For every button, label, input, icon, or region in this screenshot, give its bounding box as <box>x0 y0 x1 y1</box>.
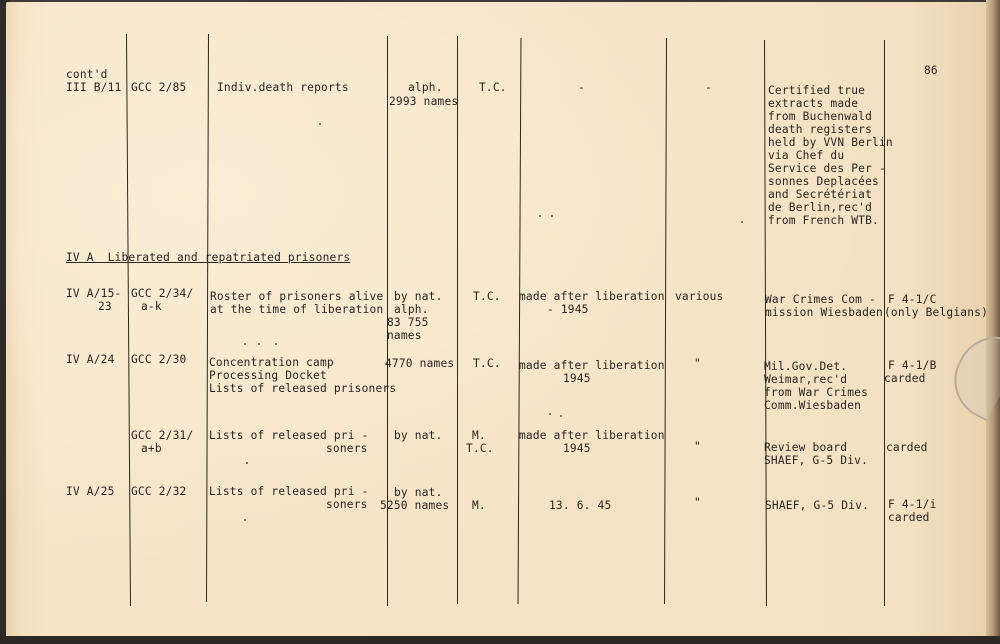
row-date: 1945 <box>563 442 591 455</box>
row-ref: 23 <box>98 300 112 313</box>
ink-speck <box>560 415 562 417</box>
row-arrangement: 2993 names <box>389 95 459 108</box>
column-rule <box>457 36 458 604</box>
row-date: 1945 <box>563 372 591 385</box>
row-source: and Secrétériat <box>768 188 873 201</box>
row-description: Lists of released pri - <box>209 485 369 498</box>
row-ref: IV A/15- <box>66 287 122 300</box>
row-frequency: " <box>694 496 701 509</box>
row-source: Service des Per - <box>768 162 886 175</box>
ink-speck <box>319 123 321 125</box>
row-source: via Chef du <box>768 149 845 162</box>
row-frequency: - <box>705 81 712 94</box>
row-gcc: GCC 2/31/ <box>131 429 194 442</box>
row-type: T.C. <box>479 81 507 94</box>
row-description: soners <box>326 442 368 455</box>
row-source: held by VVN Berlin <box>768 136 893 149</box>
row-frequency: " <box>694 440 701 453</box>
row-gcc: GCC 2/32 <box>131 485 187 498</box>
ink-speck <box>246 462 248 464</box>
ink-speck <box>258 343 260 345</box>
row-gcc: a+b <box>141 442 162 455</box>
row-ref: III B/11 <box>66 81 122 94</box>
row-remark: carded <box>884 372 926 385</box>
row-source: from French WTB. <box>768 214 879 227</box>
row-frequency: various <box>675 290 724 303</box>
row-date: - 1945 <box>547 303 589 316</box>
column-rule <box>884 40 885 606</box>
row-arrangement: by nat. <box>394 486 443 499</box>
row-remark: F 4-1/C <box>888 293 937 306</box>
row-source: Comm.Wiesbaden <box>764 399 862 412</box>
row-remark: (only Belgians) <box>884 306 989 319</box>
row-source: Weimar,rec'd <box>764 373 848 386</box>
row-description: Lists of released prisoners <box>209 382 397 395</box>
row-arrangement: by nat. <box>394 290 443 303</box>
row-gcc: GCC 2/85 <box>131 81 187 94</box>
row-source: War Crimes Com - <box>765 293 876 306</box>
row-type: T.C. <box>473 357 501 370</box>
row-date: made after liberation <box>519 359 665 372</box>
ink-speck <box>741 221 743 223</box>
row-arrangement: names <box>387 329 422 342</box>
row-source: death registers <box>768 123 873 136</box>
row-type: M. <box>472 499 486 512</box>
ink-speck <box>549 413 551 415</box>
row-source: SHAEF, G-5 Div. <box>765 499 870 512</box>
row-source: mission Wiesbaden <box>765 306 883 319</box>
row-source: from War Crimes <box>764 386 869 399</box>
row-ref: IV A/25 <box>66 485 115 498</box>
row-date: - <box>578 81 585 94</box>
ink-speck <box>244 519 246 521</box>
contd-label: cont'd <box>66 68 108 81</box>
row-source: sonnes Deplacées <box>768 175 879 188</box>
ink-speck <box>551 215 553 217</box>
row-description: Indiv.death reports <box>217 81 349 94</box>
row-description: soners <box>326 498 368 511</box>
row-arrangement: 5250 names <box>380 499 450 512</box>
row-remark: carded <box>888 511 930 524</box>
row-date: made after liberation <box>519 429 665 442</box>
row-remark: carded <box>886 441 928 454</box>
row-source: SHAEF, G-5 Div. <box>764 454 869 467</box>
ink-speck <box>244 343 246 345</box>
row-source: Mil.Gov.Det. <box>764 360 848 373</box>
row-description: at the time of liberation <box>210 303 384 316</box>
row-source: Certified true <box>768 84 866 97</box>
row-date: made after liberation <box>519 290 665 303</box>
row-arrangement: alph. <box>394 303 429 316</box>
row-type: T.C. <box>466 442 494 455</box>
row-date: 13. 6. 45 <box>549 499 612 512</box>
row-frequency: " <box>694 357 701 370</box>
row-source: de Berlin,rec'd <box>768 201 873 214</box>
section-heading: IV A Liberated and repatriated prisoners <box>66 251 351 264</box>
row-arrangement: alph. <box>408 81 443 94</box>
row-description: Concentration camp <box>209 356 334 369</box>
row-remark: F 4-1/i <box>888 498 937 511</box>
row-description: Processing Docket <box>209 369 327 382</box>
row-type: T.C. <box>473 290 501 303</box>
ink-speck <box>539 215 541 217</box>
row-arrangement: by nat. <box>394 429 443 442</box>
row-source: extracts made <box>768 97 859 110</box>
row-gcc: GCC 2/30 <box>131 353 187 366</box>
book-binding <box>986 0 1000 644</box>
ink-speck <box>275 343 277 345</box>
row-source: from Buchenwald <box>768 110 873 123</box>
row-description: Roster of prisoners alive <box>210 290 384 303</box>
page-number: 86 <box>924 64 938 77</box>
row-type: M. <box>472 429 486 442</box>
row-arrangement: 4770 names <box>385 357 455 370</box>
page-bottom-edge <box>0 636 1000 644</box>
row-ref: IV A/24 <box>66 353 115 366</box>
row-gcc: a-k <box>141 300 162 313</box>
row-description: Lists of released pri - <box>209 429 369 442</box>
row-arrangement: 83 755 <box>387 316 429 329</box>
row-gcc: GCC 2/34/ <box>131 287 194 300</box>
row-remark: F 4-1/B <box>888 359 937 372</box>
row-source: Review board <box>764 441 848 454</box>
